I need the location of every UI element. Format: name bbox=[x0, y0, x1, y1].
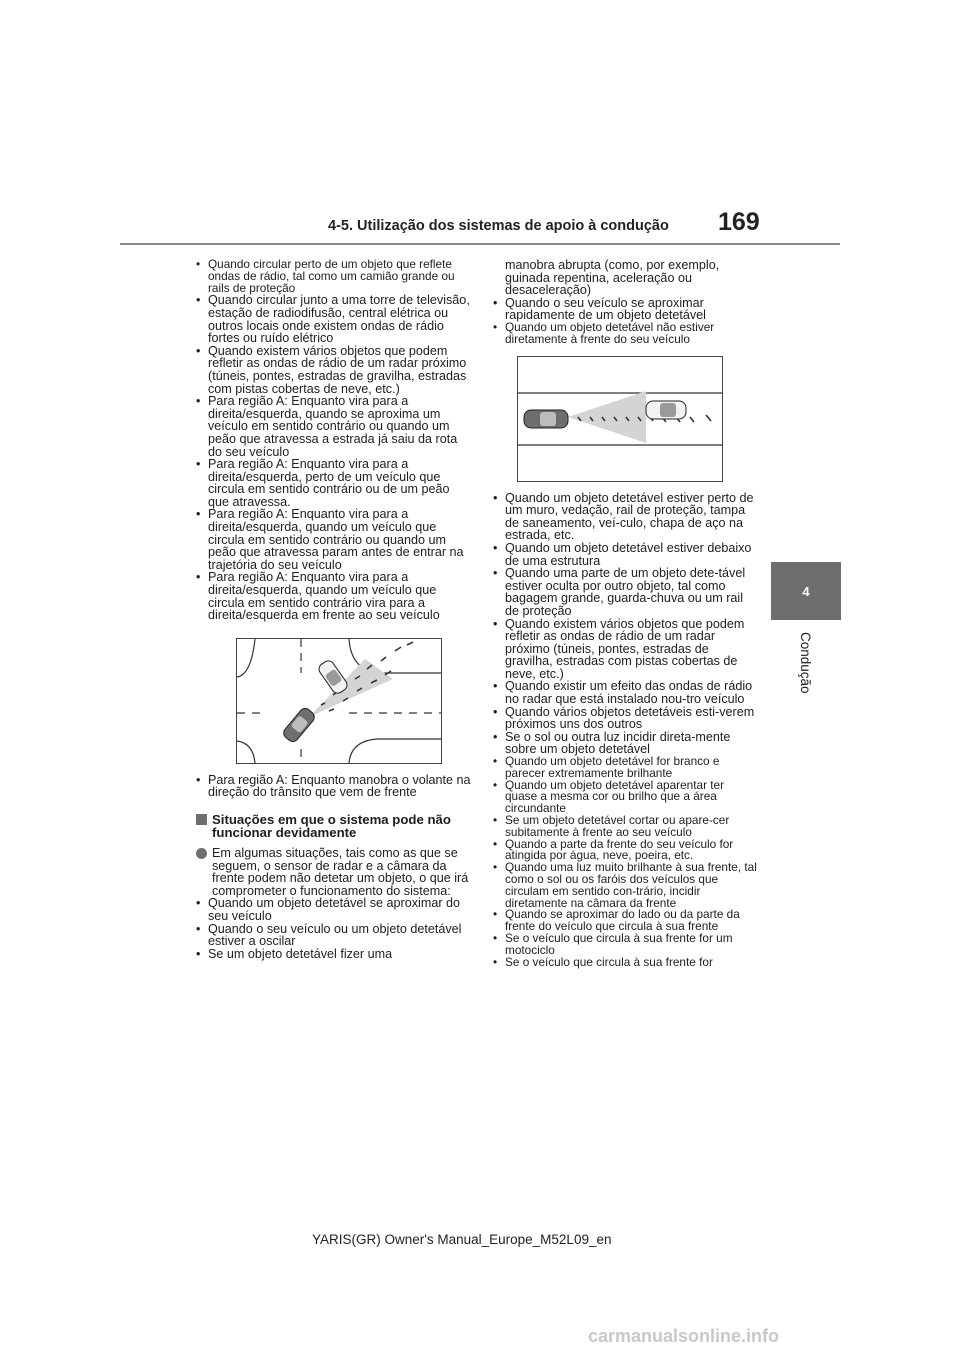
offset-object-drawing bbox=[518, 357, 722, 481]
list-item: • Quando um objeto detetável não estiver diretamente à frente do seu veículo bbox=[493, 322, 759, 346]
list-item: • Quando vários objetos detetáveis esti-verem próximos uns dos outros bbox=[493, 706, 759, 731]
footer-manual-id: YARIS(GR) Owner's Manual_Europe_M52L09_en bbox=[312, 1232, 612, 1247]
bullet-list-right-small bbox=[493, 756, 759, 968]
square-bullet-icon bbox=[196, 814, 207, 825]
right-column bbox=[493, 259, 759, 968]
header-divider bbox=[120, 243, 840, 245]
turning-intersection-drawing bbox=[237, 639, 441, 763]
list-item: • Quando se aproximar do lado ou da parte da frente do veículo que circula à sua frente bbox=[493, 909, 759, 933]
list-item: • Para região A: Enquanto vira para a direita/esquerda, quando um veículo que circula em sentido contrário ou quando um peão que atravessa param antes de entrar na trajetória do seu veículo bbox=[196, 508, 472, 571]
list-item: • Quando existir um efeito das ondas de rádio no radar que está instalado nou-tro veículo bbox=[493, 680, 759, 705]
chapter-tab[interactable] bbox=[771, 562, 841, 620]
offset-object-illustration bbox=[517, 356, 723, 482]
list-item: • Quando uma luz muito brilhante à sua frente, tal como o sol ou os faróis dos veículos que circulam em sentido con-trário, incidir diretamente na câmara da frente bbox=[493, 862, 759, 909]
list-item: • Para região A: Enquanto manobra o volante na direção do trânsito que vem de frente bbox=[196, 774, 472, 799]
section-heading bbox=[196, 813, 472, 839]
chapter-label: Condução bbox=[798, 632, 813, 694]
intro-text: Em algumas situações, tais como as que se seguem, o sensor de radar e a câmara da frente podem não detetar um objeto, o que irá comprometer o funcionamento do sistema: bbox=[212, 846, 469, 898]
bullet-list-right-main bbox=[493, 492, 759, 756]
list-item: • Quando existem vários objetos que podem refletir as ondas de rádio de um radar próximo (túneis, pontes, estradas de gravilha, estradas com pistas cobertas de neve, etc.) bbox=[493, 618, 759, 681]
list-item: • Quando uma parte de um objeto dete-tável estiver oculta por outro objeto, tal como bagagem grande, guarda-chuva ou um rail de proteção bbox=[493, 567, 759, 617]
left-column bbox=[196, 259, 472, 960]
list-item: • Se o veículo que circula à sua frente for um motociclo bbox=[493, 933, 759, 957]
circle-bullet-icon bbox=[196, 848, 207, 859]
list-item: • Se o sol ou outra luz incidir direta-mente sobre um objeto detetável bbox=[493, 731, 759, 756]
list-item: • Quando um objeto detetável aparentar ter quase a mesma cor ou brilho que a área circundante bbox=[493, 780, 759, 815]
list-item: • Quando um objeto detetável for branco e parecer extremamente brilhante bbox=[493, 756, 759, 780]
continued-text: manobra abrupta (como, por exemplo, guinada repentina, aceleração ou desaceleração) bbox=[505, 258, 720, 298]
list-item: • Quando um objeto detetável estiver perto de um muro, vedação, rail de proteção, tampa de saneamento, veí-culo, chapa de aço na estrada, etc. bbox=[493, 492, 759, 542]
list-item: • Para região A: Enquanto vira para a direita/esquerda, quando um veículo que circula em sentido contrário vira para a direita/esquerda em frente ao seu veículo bbox=[196, 571, 472, 621]
bullet-list-top bbox=[196, 259, 472, 622]
section-heading-text: Situações em que o sistema pode não funcionar devidamente bbox=[212, 812, 451, 841]
list-item: • Se o veículo que circula à sua frente for bbox=[493, 957, 759, 969]
bullet-list-bottom bbox=[196, 897, 472, 960]
intro-paragraph bbox=[196, 847, 472, 897]
list-item: • Quando circular junto a uma torre de televisão, estação de radiodifusão, central elétrica ou outros locais onde existem ondas de rádio fortes ou ruído elétrico bbox=[196, 294, 472, 344]
list-item: • Quando um objeto detetável se aproximar do seu veículo bbox=[196, 897, 472, 922]
list-item: • Para região A: Enquanto vira para a direita/esquerda, perto de um veículo que circula em sentido contrário ou de um peão que atravessa. bbox=[196, 458, 472, 508]
section-title: 4-5. Utilização dos sistemas de apoio à condução bbox=[328, 218, 669, 234]
list-item: • Quando um objeto detetável estiver debaixo de uma estrutura bbox=[493, 542, 759, 567]
page-number: 169 bbox=[718, 208, 760, 236]
list-item: • Se um objeto detetável fizer uma bbox=[196, 948, 472, 961]
list-item: • Quando circular perto de um objeto que reflete ondas de rádio, tal como um camião grande ou rails de proteção bbox=[196, 259, 472, 294]
list-item: • Para região A: Enquanto vira para a direita/esquerda, quando se aproxima um veículo em sentido contrário ou quando um peão que atravessa a estrada já saiu da rota do seu veículo bbox=[196, 395, 472, 458]
chapter-number: 4 bbox=[802, 583, 810, 599]
bullet-list-after-figure bbox=[196, 774, 472, 799]
watermark: carmanualsonline.info bbox=[588, 1326, 780, 1346]
list-item: • Quando existem vários objetos que podem refletir as ondas de rádio de um radar próximo (túneis, pontes, estradas de gravilha, estradas com pistas cobertas de neve, etc.) bbox=[196, 345, 472, 395]
turning-intersection-illustration bbox=[236, 638, 442, 764]
list-item: • Se um objeto detetável cortar ou apare-cer subitamente à frente ao seu veículo bbox=[493, 815, 759, 839]
list-item: • Quando o seu veículo se aproximar rapidamente de um objeto detetável bbox=[493, 297, 759, 322]
bullet-list-right-top bbox=[493, 297, 759, 346]
list-item: • Quando a parte da frente do seu veículo for atingida por água, neve, poeira, etc. bbox=[493, 839, 759, 863]
list-item: • Quando o seu veículo ou um objeto detetável estiver a oscilar bbox=[196, 923, 472, 948]
